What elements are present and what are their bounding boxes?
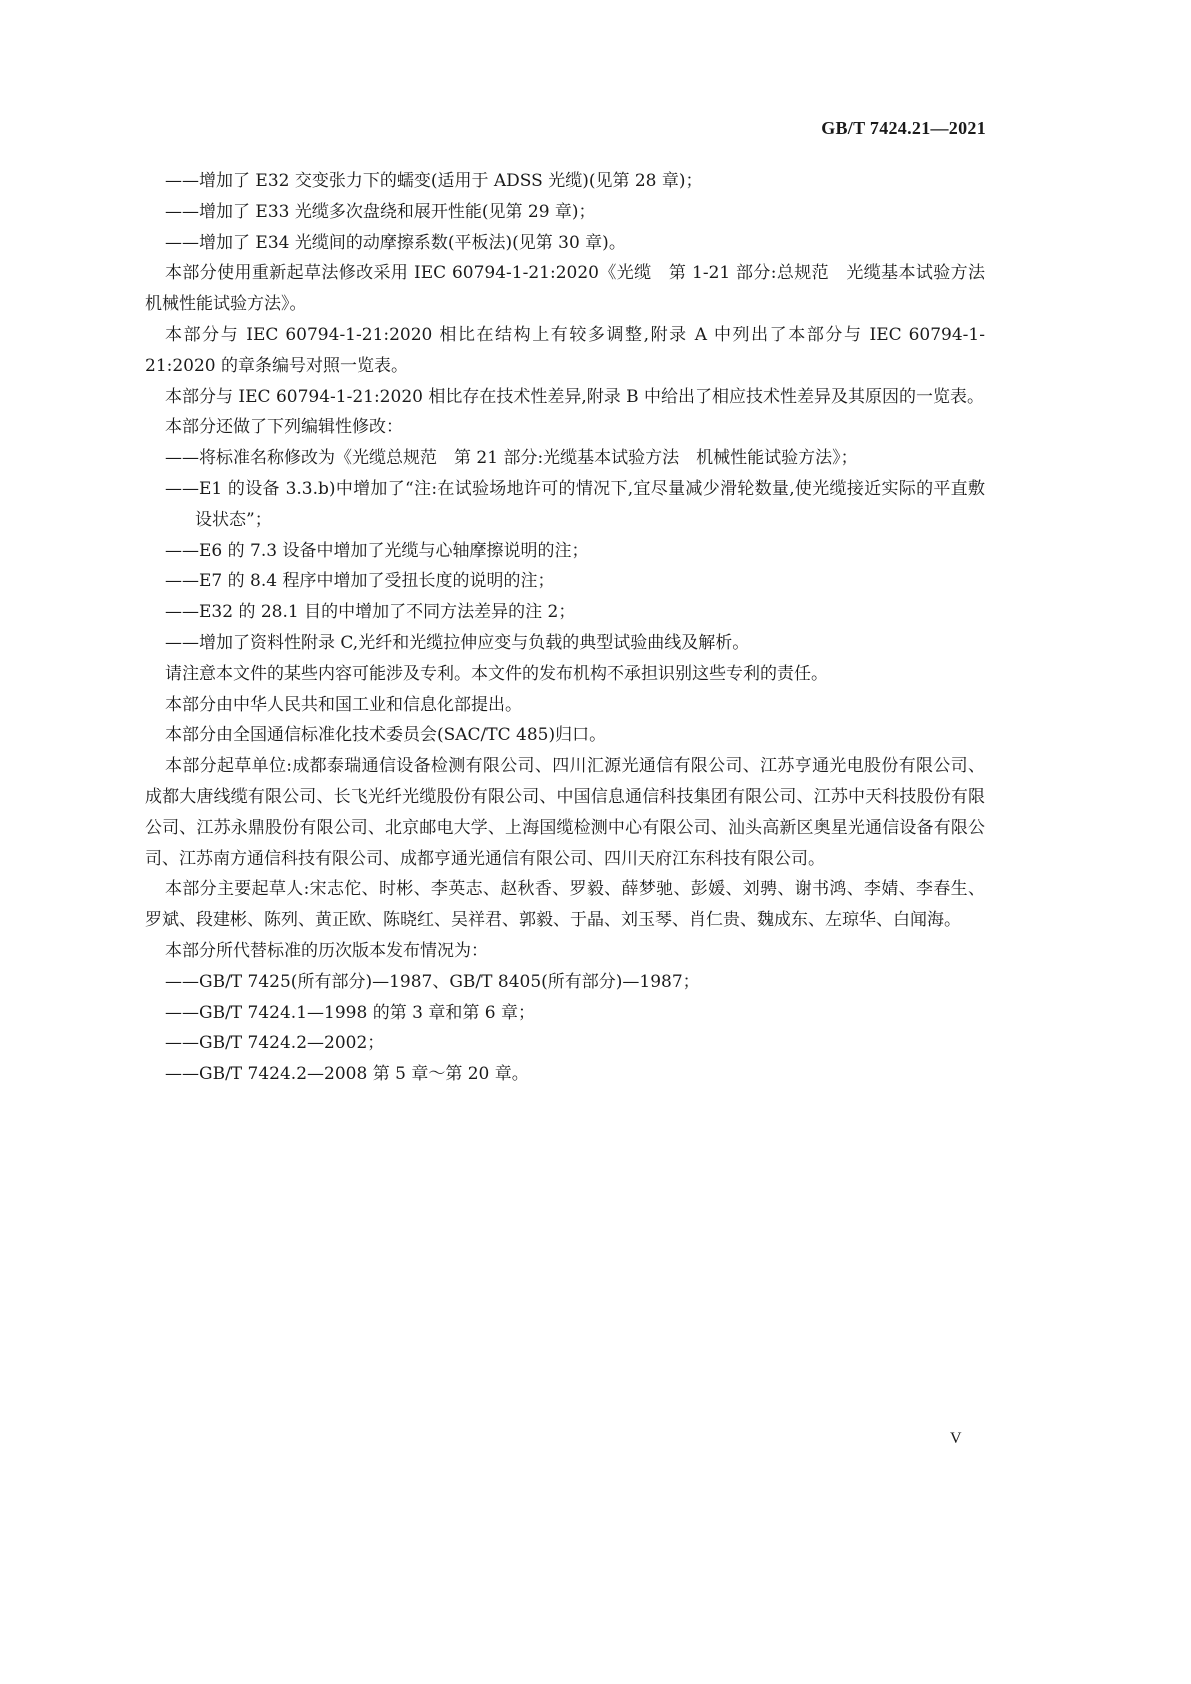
list-item: ——GB/T 7424.1—1998 的第 3 章和第 6 章；: [165, 1002, 535, 1023]
paragraph: 本部分所代替标准的历次版本发布情况为：: [165, 940, 488, 961]
list-item: ——增加了 E32 交变张力下的蠕变(适用于 ADSS 光缆)(见第 28 章)；: [165, 171, 703, 191]
list-item: ——E32 的 28.1 目的中增加了不同方法差异的注 2；: [165, 602, 576, 623]
paragraph: 本部分使用重新起草法修改采用 IEC 60794-1-21:2020《光缆 第 1-21 部分:总规范 光缆基本试验方法 机械性能试验方法》。: [145, 263, 1002, 315]
paragraph: 本部分由全国通信标准化技术委员会(SAC/TC 485)归口。: [165, 725, 607, 746]
page-number: V: [950, 1430, 962, 1447]
list-item: ——增加了资料性附录 C,光纤和光缆拉伸应变与负载的典型试验曲线及解析。: [165, 632, 750, 653]
list-item: ——E6 的 7.3 设备中增加了光缆与心轴摩擦说明的注；: [165, 540, 589, 561]
document-number: GB/T 7424.21—2021: [821, 118, 986, 138]
paragraph: 本部分还做了下列编辑性修改：: [165, 417, 403, 438]
paragraph: 本部分主要起草人:宋志佗、时彬、李英志、赵秋香、罗毅、薛梦驰、彭媛、刘骋、谢书鸿、李婧、李春生、罗斌、段建彬、陈列、黄正欧、陈晓红、吴祥君、郭毅、于晶、刘玉琴、肖仁贵、魏成东、左琼华、白闻海。: [145, 879, 985, 931]
paragraph: 本部分由中华人民共和国工业和信息化部提出。: [165, 694, 522, 715]
paragraph: 本部分起草单位:成都泰瑞通信设备检测有限公司、四川汇源光通信有限公司、江苏亨通光电股份有限公司、成都大唐线缆有限公司、长飞光纤光缆股份有限公司、中国信息通信科技集团有限公司、江苏中天科技股份有限公司、江苏永鼎股份有限公司、北京邮电大学、上海国缆检测中心有限公司、汕头高新区奥星光通信设备有限公司、江苏南方通信科技有限公司、成都亨通光通信有限公司、四川天府江东科技有限公司。: [145, 756, 985, 869]
paragraph: 请注意本文件的某些内容可能涉及专利。本文件的发布机构不承担识别这些专利的责任。: [165, 663, 828, 684]
list-item: ——E1 的设备 3.3.b)中增加了“注:在试验场地许可的情况下,宜尽量减少滑轮数量,使光缆接近实际的平直敷设状态”；: [165, 478, 985, 530]
list-item: ——增加了 E33 光缆多次盘绕和展开性能(见第 29 章)；: [165, 201, 596, 222]
list-item: ——GB/T 7425(所有部分)—1987、GB/T 8405(所有部分)—1987；: [165, 971, 700, 992]
list-item: ——将标准名称修改为《光缆总规范 第 21 部分:光缆基本试验方法 机械性能试验方法》；: [165, 448, 858, 469]
list-item: ——GB/T 7424.2—2008 第 5 章～第 20 章。: [165, 1064, 529, 1085]
list-item: ——增加了 E34 光缆间的动摩擦系数(平板法)(见第 30 章)。: [165, 232, 626, 253]
list-item: ——GB/T 7424.2—2002；: [165, 1033, 385, 1054]
paragraph: 本部分与 IEC 60794-1-21:2020 相比存在技术性差异,附录 B 中给出了相应技术性差异及其原因的一览表。: [165, 386, 985, 407]
paragraph: 本部分与 IEC 60794-1-21:2020 相比在结构上有较多调整,附录 A 中列出了本部分与 IEC 60794-1-21:2020 的章条编号对照一览表。: [145, 324, 985, 376]
foreword-body: [145, 166, 1002, 1090]
list-item: ——E7 的 8.4 程序中增加了受扭长度的说明的注；: [165, 571, 555, 592]
